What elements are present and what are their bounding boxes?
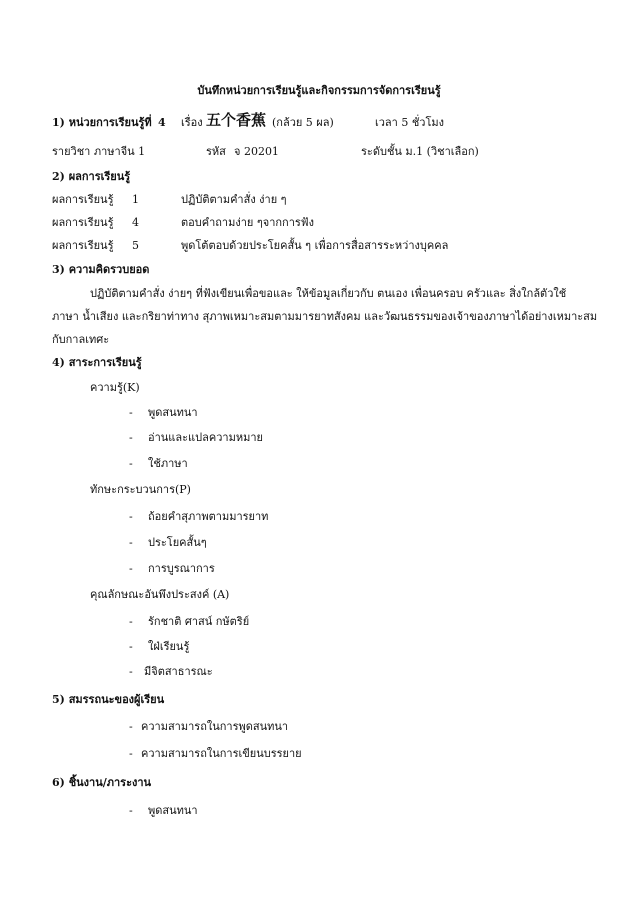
- document-title: บันทึกหน่วยการเรียนรู้และกิจกรรมการจัดการเรียนรู้: [197, 84, 441, 97]
- course-code-label: รหัส: [206, 145, 226, 158]
- concept-line: ภาษา น้ำเสียง และกริยาท่าทาง สุภาพเหมาะสมตามมารยาทสังคม และวัฒนธรรมของเจ้าของภาษาได้อย่างเหมาะสม: [52, 310, 598, 323]
- process-title: ทักษะกระบวนการ(P): [90, 483, 191, 496]
- outcome-label: ผลการเรียนรู้: [52, 193, 114, 206]
- concept-heading: 3) ความคิดรวบยอด: [52, 263, 150, 276]
- bullet-dash: -: [129, 457, 133, 470]
- bullet-dash: -: [129, 720, 133, 733]
- content-heading: 4) สาระการเรียนรู้: [52, 356, 142, 369]
- process-item: การบูรณาการ: [148, 562, 215, 575]
- unit-number: 4: [158, 116, 166, 129]
- bullet-dash: -: [129, 665, 133, 678]
- bullet-dash: -: [129, 747, 133, 760]
- unit-time: เวลา 5 ชั่วโมง: [375, 116, 445, 129]
- bullet-dash: -: [129, 804, 133, 817]
- bullet-dash: -: [129, 536, 133, 549]
- attributes-title: คุณลักษณะอันพึงประสงค์ (A): [90, 588, 230, 601]
- attribute-item: ใฝ่เรียนรู้: [148, 640, 190, 653]
- workpiece-item: พูดสนทนา: [148, 804, 198, 817]
- course-code: จ 20201: [234, 145, 279, 158]
- outcome-text: พูดโต้ตอบด้วยประโยคสั้น ๆ เพื่อการสื่อสารระหว่างบุคคล: [181, 239, 449, 252]
- outcome-label: ผลการเรียนรู้: [52, 239, 114, 252]
- course-subject: รายวิชา ภาษาจีน 1: [52, 145, 146, 158]
- competency-heading: 5) สมรรถนะของผู้เรียน: [52, 693, 165, 706]
- concept-line: ปฏิบัติตามคำสั่ง ง่ายๆ ที่ฟังเขียนเพื่อขอและ ให้ข้อมูลเกี่ยวกับ ตนเอง เพื่อนครอบ ครัวและ สิ่งใกล้ตัวใช้: [90, 287, 567, 300]
- outcome-text: ตอบคำถามง่าย ๆจากการฟัง: [181, 216, 314, 229]
- knowledge-item: ใช้ภาษา: [148, 457, 188, 470]
- outcome-number: 1: [132, 193, 139, 206]
- attribute-item: มีจิตสาธารณะ: [144, 665, 213, 678]
- bullet-dash: -: [129, 562, 133, 575]
- competency-item: ความสามารถในการพูดสนทนา: [141, 720, 289, 733]
- bullet-dash: -: [129, 406, 133, 419]
- outcome-number: 4: [132, 216, 139, 229]
- process-item: ประโยคสั้นๆ: [148, 536, 207, 549]
- outcome-text: ปฏิบัติตามคำสั่ง ง่าย ๆ: [181, 193, 287, 206]
- knowledge-item: พูดสนทนา: [148, 406, 198, 419]
- outcome-number: 5: [132, 239, 139, 252]
- topic-chinese: 五个香蕉: [206, 111, 267, 129]
- outcomes-heading: 2) ผลการเรียนรู้: [52, 170, 131, 183]
- knowledge-item: อ่านและแปลความหมาย: [148, 431, 263, 444]
- knowledge-title: ความรู้(K): [90, 381, 140, 394]
- attribute-item: รักชาติ ศาสน์ กษัตริย์: [148, 615, 250, 628]
- bullet-dash: -: [129, 615, 133, 628]
- process-item: ถ้อยคำสุภาพตามมารยาท: [148, 510, 269, 523]
- course-level: ระดับชั้น ม.1 (วิชาเลือก): [361, 145, 479, 158]
- competency-item: ความสามารถในการเขียนบรรยาย: [141, 747, 302, 760]
- unit-label: 1) หน่วยการเรียนรู้ที่: [52, 116, 152, 129]
- bullet-dash: -: [129, 510, 133, 523]
- bullet-dash: -: [129, 431, 133, 444]
- workpiece-heading: 6) ชิ้นงาน/ภาระงาน: [52, 776, 152, 789]
- concept-line: กับกาลเทศะ: [52, 333, 110, 346]
- outcome-label: ผลการเรียนรู้: [52, 216, 114, 229]
- topic-label: เรื่อง: [181, 116, 203, 129]
- bullet-dash: -: [129, 640, 133, 653]
- topic-thai: (กล้วย 5 ผล): [272, 116, 334, 129]
